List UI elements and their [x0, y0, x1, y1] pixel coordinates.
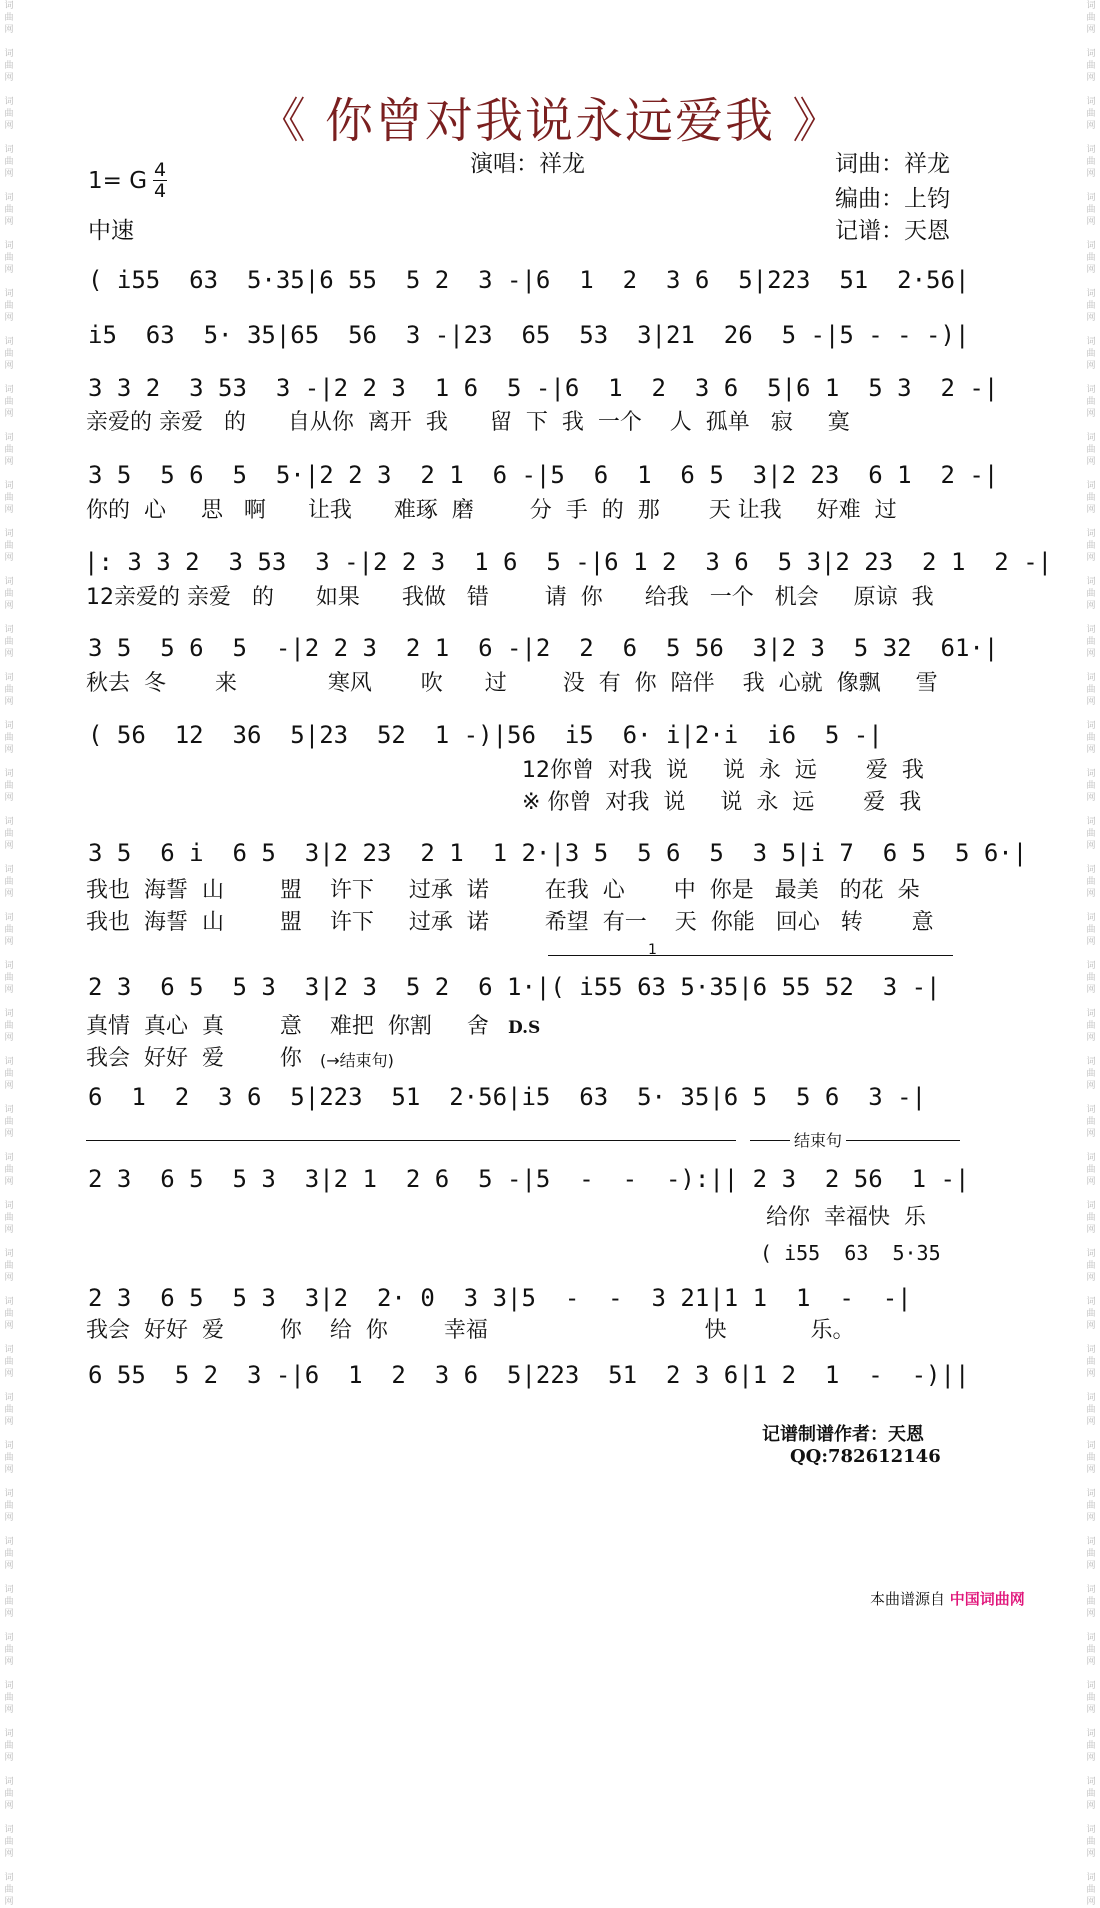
ds-mark: D.S	[508, 1018, 541, 1038]
singer: 演唱：祥龙	[470, 151, 585, 177]
score-line: 2 3 6 5 5 3 3|2 1 2 6 5 -|5 - - -):|| 2 3 2 56 1 -|	[88, 1165, 970, 1193]
source-site-link[interactable]: 中国词曲网	[949, 1590, 1025, 1608]
score-line: |: 3 3 2 3 53 3 -|2 2 3 1 6 5 -|6 1 2 3 6 5 3|2 23 2 1 2 -|	[84, 548, 1053, 576]
repeat-rule	[86, 1140, 736, 1141]
time-signature	[153, 160, 167, 201]
ending-rule	[750, 1140, 960, 1141]
score-line: 3 3 2 3 53 3 -|2 2 3 1 6 5 -|6 1 2 3 6 5|6 1 5 3 2 -|	[88, 374, 999, 402]
transcriber: 记谱：天恩	[835, 218, 950, 244]
intro-reprise: ( i55 63 5·35	[760, 1241, 941, 1265]
tempo: 中速	[88, 218, 134, 244]
lyric-line: 你的 心 思 啊 让我 难琢 磨 分 手 的 那 天 让我 好难 过	[86, 498, 897, 523]
lyric-line: 12亲爱的 亲爱 的 如果 我做 错 请 你 给我 一个 机会 原谅 我	[86, 585, 934, 610]
lyric-line: 我会 好好 爱 你 给 你 幸福 快 乐。	[86, 1318, 855, 1343]
score-line: ( i55 63 5·35|6 55 5 2 3 -|6 1 2 3 6 5|223 51 2·56|	[88, 266, 970, 294]
score-line: i5 63 5· 35|65 56 3 -|23 65 53 3|21 26 5 -|5 - - -)|	[88, 321, 970, 349]
lyric-line: 亲爱的 亲爱 的 自从你 离开 我 留 下 我 一个 人 孤单 寂 寞	[86, 410, 850, 435]
song-title: 《 你曾对我说永远爱我 》	[257, 93, 843, 149]
lyricist: 词曲：祥龙	[835, 151, 950, 177]
score-line: 6 1 2 3 6 5|223 51 2·56|i5 63 5· 35|6 5 5 6 3 -|	[88, 1083, 927, 1111]
time-bottom: 4	[154, 180, 167, 202]
watermark-left: 词 曲 网 词 曲 网 词 曲 网 词 曲 网 词 曲 网 词 曲 网 词 曲 网 词 曲 网 词 曲 网 词 曲 网 词 曲 网 词 曲 网 词 曲 网 词 曲 网 词 曲 网 词 曲 网 词 曲 网 词 曲 网 词 曲 网 词 曲 网 词 曲 网 词 曲 网 词 曲 网 词 曲 网 词 曲 网 词 曲 网 词 曲 网 词 曲 网 词 曲 网 词 曲 网 词 曲 网 词 曲 网 词 曲 网 词 曲 网 词 曲 网 词 曲 网 词 曲 网 词 曲 网 词 曲 网 词 曲 网	[4, 1, 14, 1907]
credit-author: 记谱制谱作者：天恩	[762, 1424, 924, 1445]
lyric-line: 秋去 冬 来 寒风 吹 过 没 有 你 陪伴 我 心就 像飘 雪	[86, 671, 938, 696]
key-signature	[88, 160, 167, 201]
ending-label: 结束句	[790, 1126, 846, 1156]
key-label: 1= G	[88, 167, 148, 194]
score-line: 6 55 5 2 3 -|6 1 2 3 6 5|223 51 2 3 6|1 2 1 - -)||	[88, 1361, 970, 1389]
score-line: ( 56 12 36 5|23 52 1 -)|56 i5 6· i|2·i i6 5 -|	[88, 721, 883, 749]
score-line: 2 3 6 5 5 3 3|2 3 5 2 6 1·|( i55 63 5·35|6 55 52 3 -|	[88, 973, 941, 1001]
lyric-line: 我也 海誓 山 盟 许下 过承 诺 在我 心 中 你是 最美 的花 朵	[86, 878, 920, 903]
lyric-line: 我会 好好 爱 你	[86, 1046, 302, 1071]
time-top: 4	[154, 159, 167, 181]
source-label: 本曲谱源自	[870, 1590, 946, 1608]
end-jump-note: (→结束句)	[320, 1051, 394, 1070]
volta-bracket	[548, 955, 953, 956]
watermark-right: 词 曲 网 词 曲 网 词 曲 网 词 曲 网 词 曲 网 词 曲 网 词 曲 网 词 曲 网 词 曲 网 词 曲 网 词 曲 网 词 曲 网 词 曲 网 词 曲 网 词 曲 网 词 曲 网 词 曲 网 词 曲 网 词 曲 网 词 曲 网 词 曲 网 词 曲 网 词 曲 网 词 曲 网 词 曲 网 词 曲 网 词 曲 网 词 曲 网 词 曲 网 词 曲 网 词 曲 网 词 曲 网 词 曲 网 词 曲 网 词 曲 网 词 曲 网 词 曲 网 词 曲 网 词 曲 网 词 曲 网	[1086, 1, 1096, 1907]
score-line: 3 5 5 6 5 -|2 2 3 2 1 6 -|2 2 6 5 56 3|2 3 5 32 61·|	[88, 634, 999, 662]
lyric-line: 真情 真心 真 意 难把 你割 舍	[86, 1014, 489, 1039]
lyric-line: 我也 海誓 山 盟 许下 过承 诺 希望 有一 天 你能 回心 转 意	[86, 910, 934, 935]
source-footer	[870, 1588, 1025, 1609]
lyric-line: ※ 你曾 对我 说 说 永 远 爱 我	[522, 790, 922, 815]
score-line: 3 5 5 6 5 5·|2 2 3 2 1 6 -|5 6 1 6 5 3|2 23 6 1 2 -|	[88, 461, 999, 489]
score-line: 3 5 6 i 6 5 3|2 23 2 1 1 2·|3 5 5 6 5 3 5|i 7 6 5 5 6·|	[88, 839, 1028, 867]
lyric-line: 给你 幸福快 乐	[766, 1205, 926, 1230]
credit-qq: QQ:782612146	[790, 1446, 941, 1467]
lyric-line: 12你曾 对我 说 说 永 远 爱 我	[522, 758, 924, 783]
score-line: 2 3 6 5 5 3 3|2 2· 0 3 3|5 - - 3 21|1 1 1 - -|	[88, 1284, 912, 1312]
arranger: 编曲：上钧	[835, 186, 950, 212]
volta-number: 1	[648, 942, 657, 958]
